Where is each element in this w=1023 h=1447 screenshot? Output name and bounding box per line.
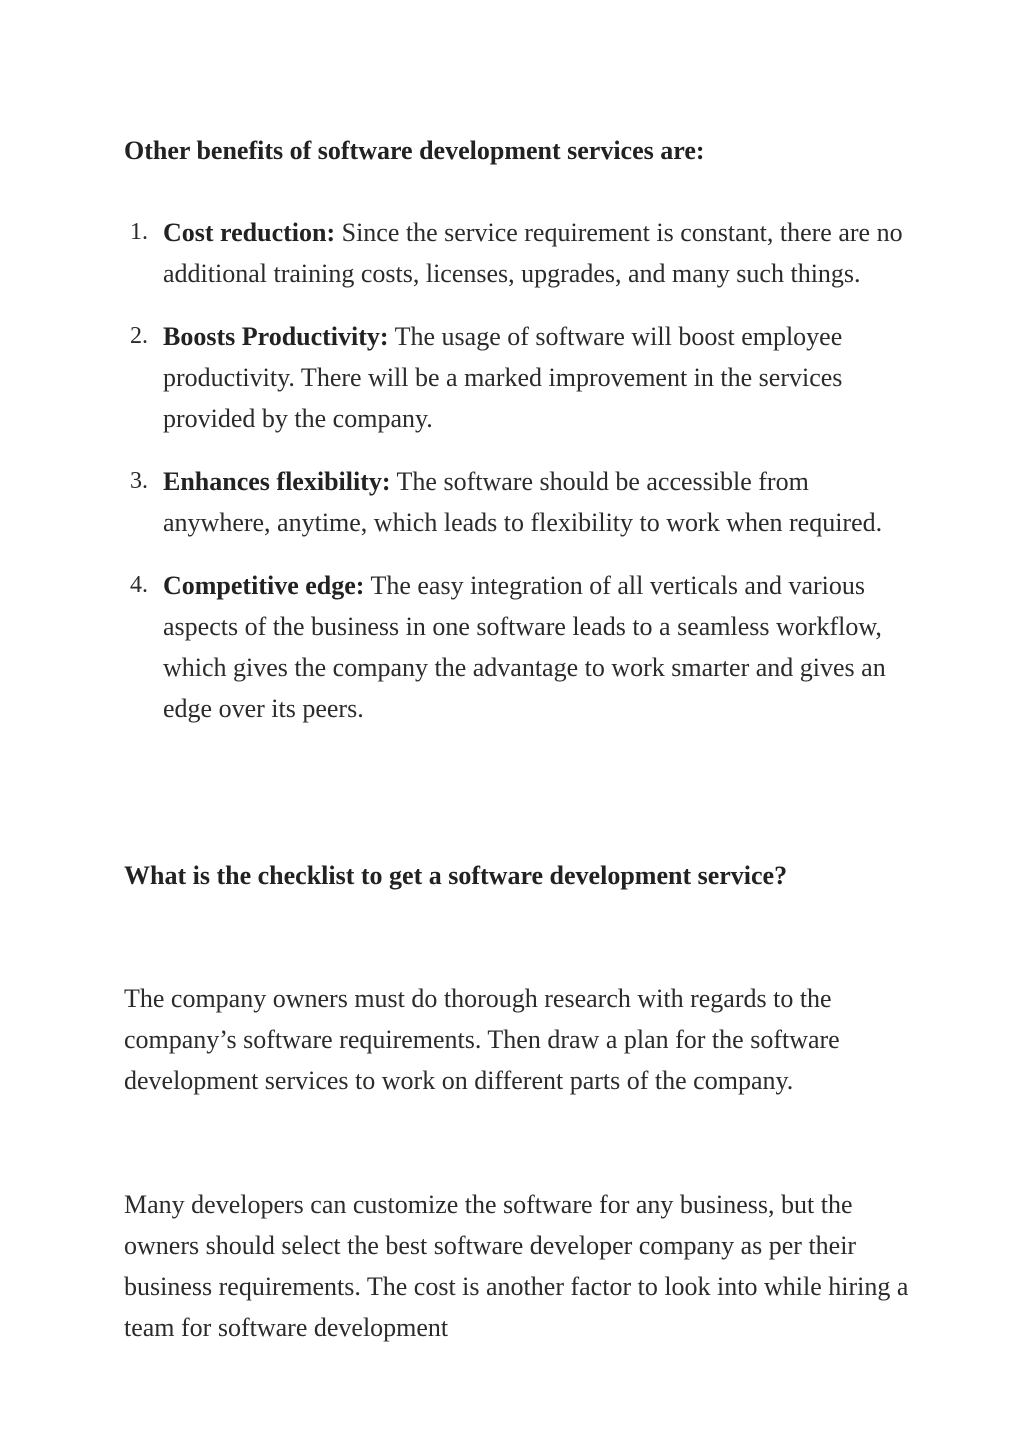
benefit-item-enhances-flexibility [124,461,914,543]
checklist-heading: What is the checklist to get a software development service? [124,861,788,890]
benefit-item-boosts-productivity [124,316,914,439]
benefit-title: Enhances flexibility: [163,467,391,496]
list-number: 1. [130,219,148,245]
list-number: 3. [130,468,148,494]
list-number: 4. [130,572,148,598]
benefits-list [124,212,914,751]
benefit-text: The software should be accessible from anywhere, anytime, which leads to flexibility to work when required. [163,467,883,537]
benefit-text: Since the service requirement is constant, there are no additional training costs, licenses, upgrades, and many such things. [163,218,903,288]
body-paragraph: The company owners must do thorough research with regards to the company’s software requirements. Then draw a plan for the software development services to work on different parts of the company. [124,984,840,1095]
benefit-text: The easy integration of all verticals and various aspects of the business in one software leads to a seamless workflow, which gives the company the advantage to work smarter and gives an edge over its peers. [163,571,886,723]
list-number: 2. [130,323,148,349]
benefit-item-cost-reduction [124,212,914,294]
benefit-title: Competitive edge: [163,571,365,600]
benefits-heading: Other benefits of software development services are: [124,136,705,165]
body-paragraph: Many developers can customize the software for any business, but the owners should select the best software developer company as per their business requirements. The cost is another factor to look into while hiring a team for software development [124,1190,909,1342]
benefit-item-competitive-edge [124,565,914,729]
benefit-title: Boosts Productivity: [163,322,389,351]
benefit-title: Cost reduction: [163,218,336,247]
benefit-text: The usage of software will boost employee productivity. There will be a marked improvement in the services provided by the company. [163,322,843,433]
